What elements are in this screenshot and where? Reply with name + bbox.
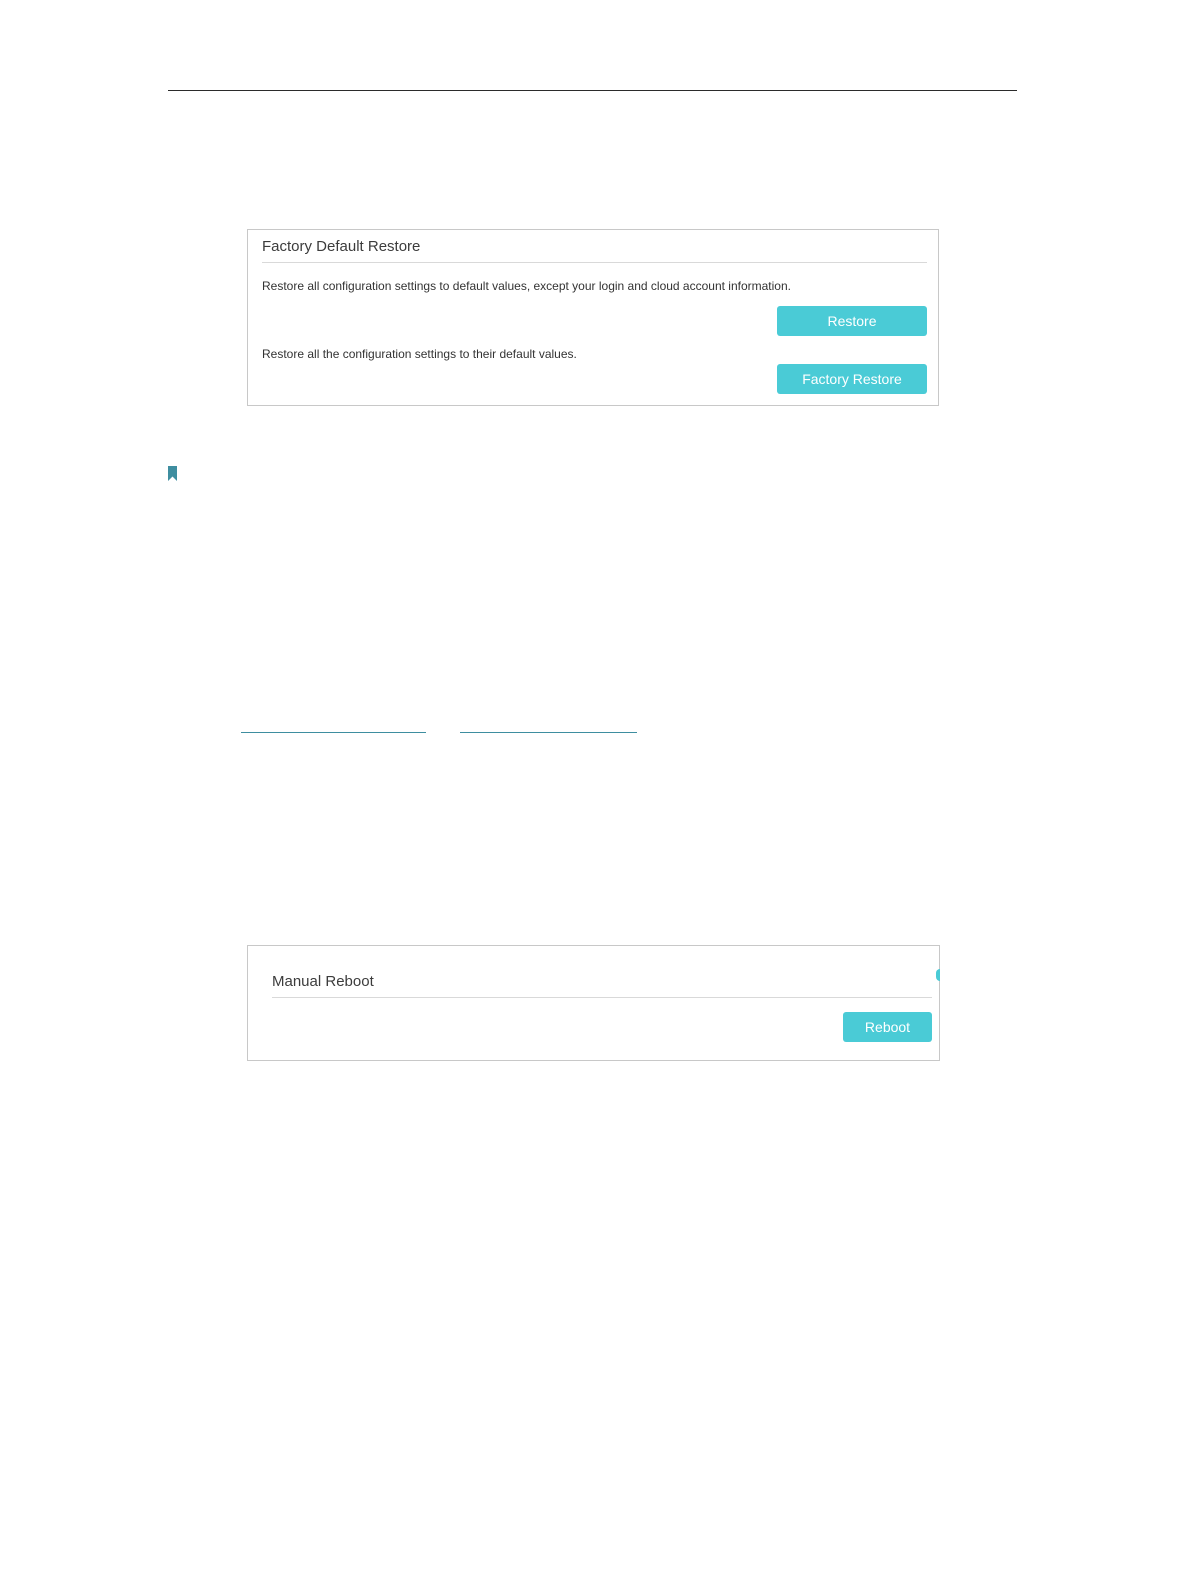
link-underline (460, 732, 637, 733)
panel-title-divider (272, 997, 932, 998)
panel-title: Factory Default Restore (262, 238, 421, 255)
factory-default-restore-panel (247, 229, 939, 406)
restore-button[interactable]: Restore (777, 306, 927, 336)
reboot-button[interactable]: Reboot (843, 1012, 932, 1042)
page-header-rule (168, 90, 1017, 91)
bookmark-icon (168, 466, 177, 481)
panel-title-divider (262, 262, 927, 263)
manual-reboot-panel (247, 945, 940, 1061)
restore-description: Restore all configuration settings to default values, except your login and cloud account information. (262, 279, 791, 293)
factory-restore-button[interactable]: Factory Restore (777, 364, 927, 394)
panel-title: Manual Reboot (272, 973, 374, 990)
link-underline (241, 732, 426, 733)
factory-restore-description: Restore all the configuration settings to their default values. (262, 347, 577, 361)
scroll-indicator (936, 969, 940, 981)
